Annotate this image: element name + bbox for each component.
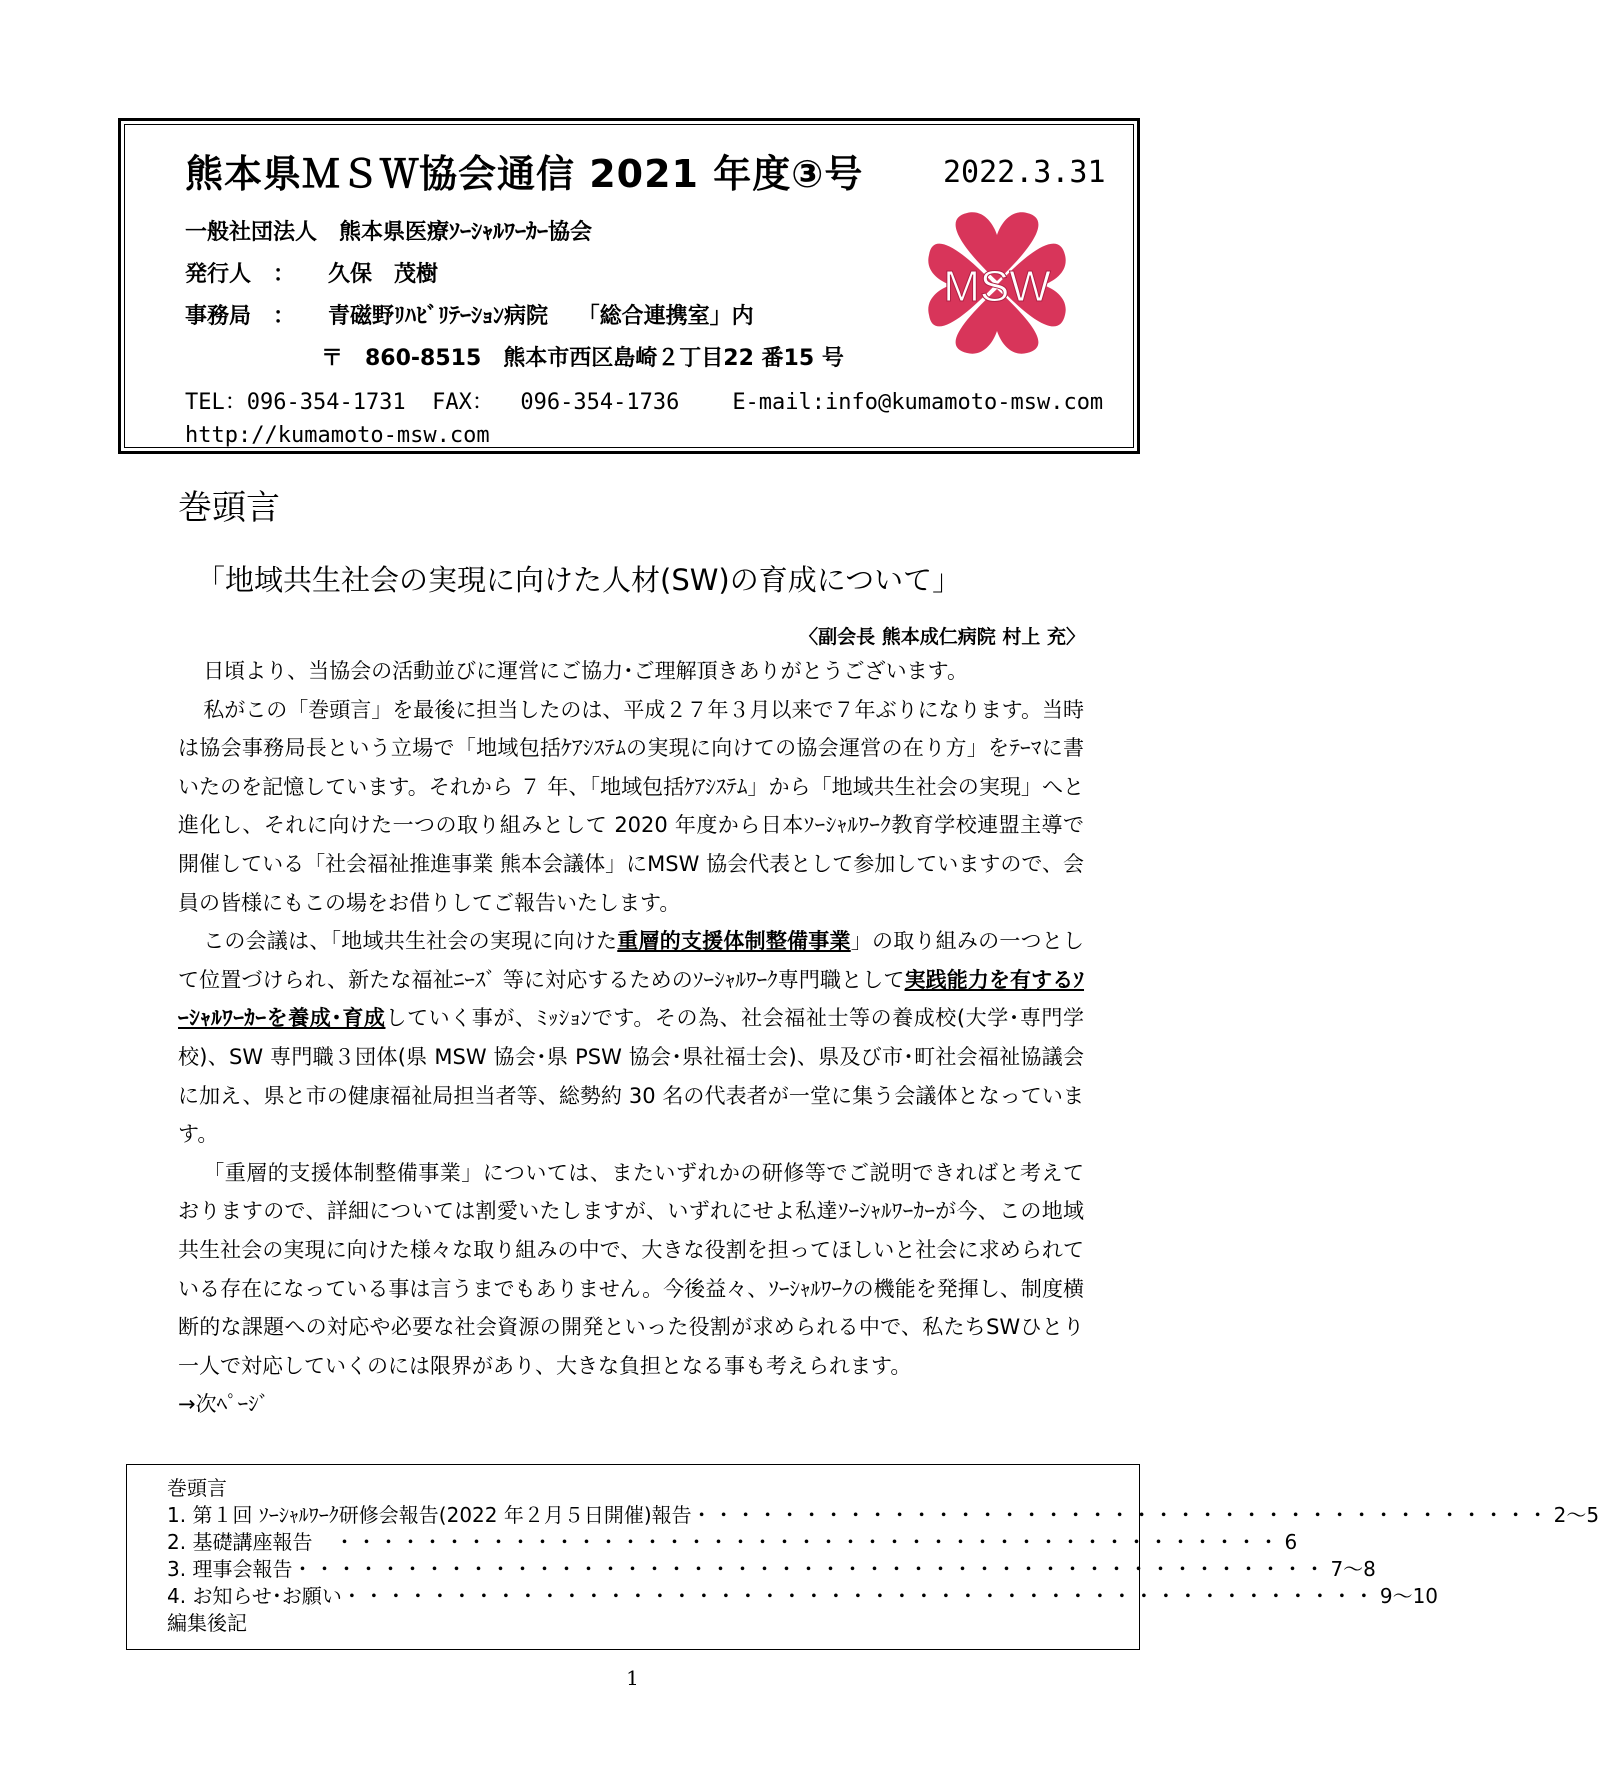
paragraph-4: 「重層的支援体制整備事業」については、またいずれかの研修等でご説明できればと考えておりますので、詳細については割愛いたしますが、いずれにせよ私達ｿｰｼｬﾙﾜｰｶｰが今、この地域共生社会の実現に向けた様々な取り組みの中で、大きな役割を担ってほしいと社会に求められている存在になっている事は言うまでもありません。今後益々、ｿｰｼｬﾙﾜｰｸの機能を発揮し、制度横断的な課題への対応や必要な社会資源の開発といった役割が求められる中で、私たちSWひとり一人で対応していくのには限界があり、大きな負担となる事も考えられます。	[178, 1160, 1084, 1378]
next-page-note: →次ﾍﾟｰｼﾞ	[178, 1392, 270, 1417]
article-byline: 〈副会長 熊本成仁病院 村上 充〉	[799, 626, 1085, 648]
website-url: http://kumamoto-msw.com	[185, 423, 490, 448]
paragraph-3: この会議は、「地域共生社会の実現に向けた重層的支援体制整備事業」の取り組みの一つとして位置づけられ、新たな福祉ﾆｰｽﾞ 等に対応するためのｿｰｼｬﾙﾜｰｸ専門職として実践能力を有するｿｰｼｬﾙﾜｰｶｰを養成･育成していく事が、ﾐｯｼｮﾝです。その為、社会福祉士等の養成校(大学･専門学校)、SW 専門職３団体(県 MSW 協会･県 PSW 協会･県社福士会)、県及び市･町社会福祉協議会に加え、県と市の健康福祉局担当者等、総勢約 30 名の代表者が一堂に集う会議体となっています。	[178, 929, 1085, 1147]
office-line: 事務局 ： 青磁野ﾘﾊﾋﾞﾘﾃｰｼｮﾝ病院 「総合連携室」内	[185, 304, 754, 329]
underlined-phrase: 重層的支援体制整備事業	[617, 929, 851, 954]
toc-tail: 編集後記	[167, 1611, 247, 1635]
newsletter-title: 熊本県ＭＳＷ協会通信 2021 年度③号	[185, 152, 864, 196]
organization-name: 一般社団法人 熊本県医療ｿｰｼｬﾙﾜｰｶｰ協会	[185, 220, 593, 245]
toc-item: 2. 基礎講座報告 ・・・・・・・・・・・・・・・・・・・・・・・・・・・・・・・・・・・・・・・・・・・ 6	[167, 1530, 1298, 1554]
toc-head: 巻頭言	[167, 1476, 227, 1500]
table-of-contents	[126, 1464, 1599, 1650]
msw-heart-logo	[923, 209, 1071, 357]
logo-text: MSW	[943, 262, 1051, 311]
paragraph-1: 日頃より、当協会の活動並びに運営にご協力･ご理解頂きありがとうございます。	[203, 659, 969, 683]
section-heading: 巻頭言	[178, 488, 280, 528]
toc-item: 3. 理事会報告 ・・・・・・・・・・・・・・・・・・・・・・・・・・・・・・・・・・・・・・・・・・・・・・・ 7～8	[167, 1557, 1376, 1581]
address-line: 〒 860-8515 熊本市西区島崎２丁目22 番15 号	[321, 346, 844, 371]
paragraph-2: 私がこの「巻頭言」を最後に担当したのは、平成２７年３月以来で７年ぶりになります。当時は協会事務局長という立場で「地域包括ｹｱｼｽﾃﾑの実現に向けての協会運営の在り方」をﾃｰﾏに書いたのを記憶しています。それから ７ 年、「地域包括ｹｱｼｽﾃﾑ」から「地域共生社会の実現」へと進化し、それに向けた一つの取り組みとして 2020 年度から日本ｿｰｼｬﾙﾜｰｸ教育学校連盟主導で開催している「社会福祉推進事業 熊本会議体」にMSW 協会代表として参加していますので、会員の皆様にもこの場をお借りしてご報告いたします。	[178, 697, 1084, 915]
masthead	[118, 118, 1140, 454]
publisher-line: 発行人 ： 久保 茂樹	[185, 262, 439, 287]
page-number: 1	[626, 1666, 639, 1690]
underlined-phrase: 実践能力を有するｿｰｼｬﾙﾜｰｶｰを養成･育成	[178, 967, 1085, 1031]
article-title: 「地域共生社会の実現に向けた人材(SW)の育成について」	[196, 563, 962, 597]
article-body	[178, 652, 1084, 1424]
issue-date: 2022.3.31	[943, 155, 1106, 190]
toc-item: 1. 第１回 ｿｰｼｬﾙﾜｰｸ研修会報告(2022 年２月５日開催)報告 ・・・・・・・・・・・・・・・・・・・・・・・・・・・・・・・・・・・・・・・ 2～5	[167, 1503, 1599, 1527]
contact-line: TEL：096-354-1731 FAX： 096-354-1736 E-mail:info@kumamoto-msw.com	[185, 390, 1104, 415]
toc-item: 4. お知らせ･お願い ・・・・・・・・・・・・・・・・・・・・・・・・・・・・・・・・・・・・・・・・・・・・・・・ 9～10	[167, 1584, 1439, 1608]
